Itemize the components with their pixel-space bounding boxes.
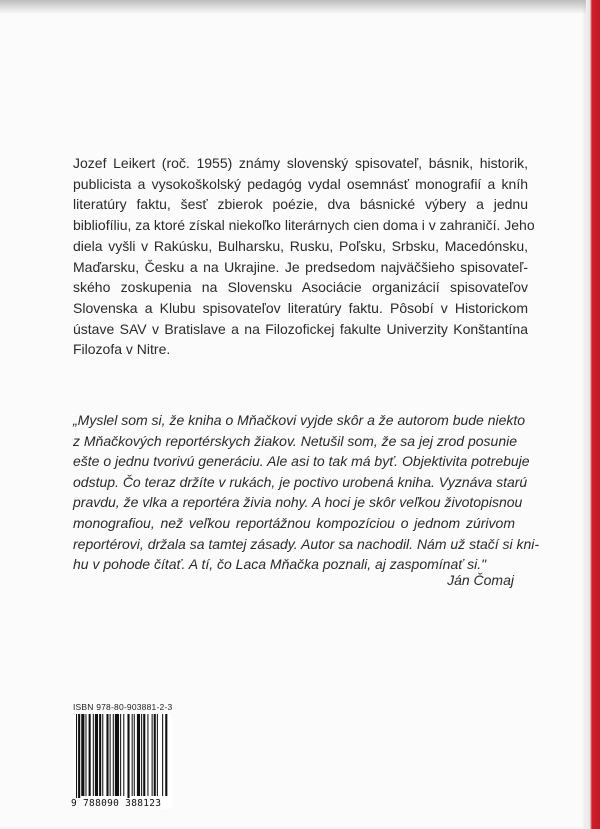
quote-author: Ján Čomaj: [447, 572, 514, 588]
quote-line: reportérovi, držala sa tamtej zásady. Autor sa nachodil. Nám už stačí si kni-: [73, 535, 540, 552]
review-quote: [73, 410, 540, 575]
quote-line: monografiou, než veľkou reportážnou kompozíciou o jednom zúrivom: [73, 514, 515, 531]
quote-line: pravdu, že vlka a reportéra živia nohy. A hoci je skôr veľkou životopisnou: [73, 494, 523, 511]
barcode-digits: 9 788090 388123: [71, 798, 162, 809]
quote-line: „Myslel som si, že kniha o Mňačkovi vyjde skôr a že autorom bude niekto: [73, 412, 526, 428]
quote-line: ešte o jednu tvorivú generáciu. Ale asi to tak má byť. Objektivita potrebuje: [73, 453, 530, 470]
quote-line: z Mňačkových reportérskych žiakov. Netušil som, že sa jej zrod posunie: [73, 432, 518, 449]
bio-line: publicista a vysokoškolský pedagóg vydal osemnásť monografií a kníh: [73, 175, 528, 192]
bio-line: bibliofíliu, za ktoré získal niekoľko literárnych cien doma i v zahraničí. Jeho: [73, 217, 535, 234]
bio-line: Maďarsku, Česku a na Ukrajine. Je predsedom najväčšieho spisovateľ-: [73, 258, 528, 275]
author-biography: [73, 153, 535, 360]
bio-line: Jozef Leikert (roč. 1955) známy slovenský spisovateľ, básnik, historik,: [73, 155, 528, 171]
bio-line: literatúry faktu, šesť zbierok poézie, dva básnické výbery a jednu: [73, 196, 528, 213]
top-shadow: [0, 0, 586, 14]
bio-line: Slovenska a Klubu spisovateľov literatúry faktu. Pôsobí v Historickom: [73, 299, 528, 316]
bio-line: Filozofa v Nitre.: [73, 341, 171, 358]
bio-line: diela vyšli v Rakúsku, Bulharsku, Rusku, Poľsku, Srbsku, Macedónsku,: [73, 237, 528, 254]
quote-line: odstup. Čo teraz držíte v rukách, je poctivo urobená kniha. Vyznáva starú: [73, 473, 528, 490]
barcode: [73, 714, 171, 809]
barcode-bars-icon: [73, 714, 171, 804]
bio-line: ústave SAV v Bratislave a na Filozofickej fakulte Univerzity Konštantína: [73, 320, 528, 337]
isbn-label: ISBN 978-80-903881-2-3: [73, 702, 173, 712]
red-spine-edge: [586, 0, 600, 829]
quote-line: hu v pohode čítať. A tí, čo Laca Mňačka poznali, aj zaspomínať si.": [73, 556, 487, 573]
bio-line: ského zoskupenia na Slovensku Asociácie organizácií spisovateľov: [73, 279, 528, 296]
